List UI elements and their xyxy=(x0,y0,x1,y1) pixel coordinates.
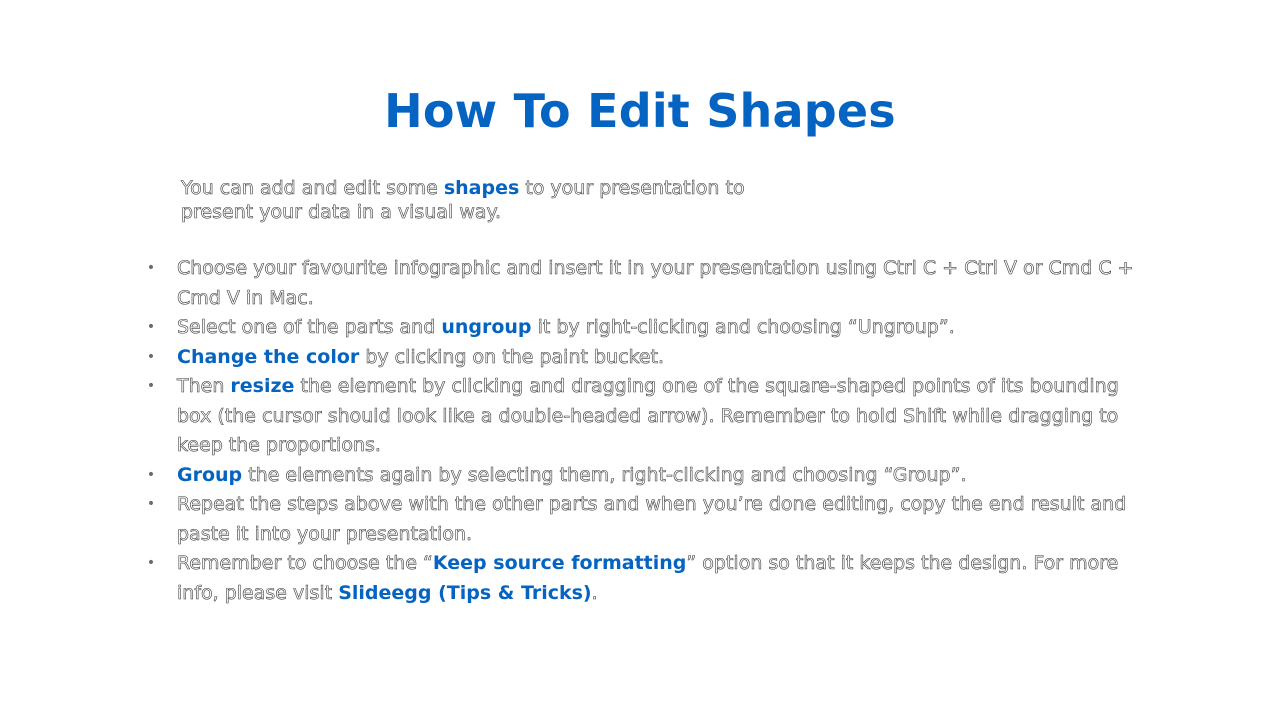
bullet-icon: • xyxy=(146,466,156,483)
bullet-icon: • xyxy=(146,378,156,394)
bullet-text: ” option so that it keeps the design. For more info, please visit xyxy=(177,552,1119,604)
list-item xyxy=(146,343,1146,373)
bullet-text: Repeat the steps above with the other parts and when you’re done editing, copy the end result and paste it into your presentation. xyxy=(177,493,1127,545)
bullet-text: Select one of the parts and xyxy=(177,316,442,338)
instruction-list xyxy=(146,254,1146,608)
slideegg-tips-link[interactable]: Slideegg (Tips & Tricks) xyxy=(338,581,592,604)
highlight-ungroup: ungroup xyxy=(441,316,532,338)
highlight-change-color: Change the color xyxy=(177,345,360,368)
list-item xyxy=(146,313,1146,343)
intro-text-end: to your presentation to xyxy=(519,177,745,199)
intro-text-start: You can add and edit some xyxy=(181,177,444,199)
bullet-icon: • xyxy=(146,319,156,335)
intro-paragraph xyxy=(181,176,881,224)
bullet-text: Remember to choose the “ xyxy=(177,552,433,574)
bullet-text: it by right-clicking and choosing “Ungroup”. xyxy=(531,316,955,338)
list-item xyxy=(146,372,1146,461)
list-item xyxy=(146,490,1146,549)
list-item xyxy=(146,549,1146,608)
bullet-text: Choose your favourite infographic and insert it in your presentation using Ctrl C + Ctrl V or Cmd C + Cmd V in Mac. xyxy=(177,257,1134,309)
bullet-icon: • xyxy=(146,260,156,276)
highlight-keep-source-formatting: Keep source formatting xyxy=(432,552,687,574)
bullet-text: the element by clicking and dragging one of the square-shaped points of its bounding box (the cursor should look like a double-headed arrow). Remember to hold Shift while dragging to keep the proportions. xyxy=(177,375,1119,456)
bullet-icon: • xyxy=(146,348,156,365)
intro-text-line2: present your data in a visual way. xyxy=(181,201,502,223)
bullet-icon: • xyxy=(146,496,156,512)
bullet-text: the elements again by selecting them, right-clicking and choosing “Group”. xyxy=(242,463,967,486)
highlight-resize: resize xyxy=(230,375,295,397)
slide-title: How To Edit Shapes xyxy=(384,84,896,138)
bullet-text: Then xyxy=(177,375,231,397)
bullet-text: by clicking on the paint bucket. xyxy=(359,345,665,368)
list-item xyxy=(146,461,1146,491)
bullet-text: . xyxy=(591,581,598,604)
intro-highlight-shapes: shapes xyxy=(443,177,520,199)
list-item xyxy=(146,254,1146,313)
bullet-icon: • xyxy=(146,555,156,571)
highlight-group: Group xyxy=(177,463,243,486)
